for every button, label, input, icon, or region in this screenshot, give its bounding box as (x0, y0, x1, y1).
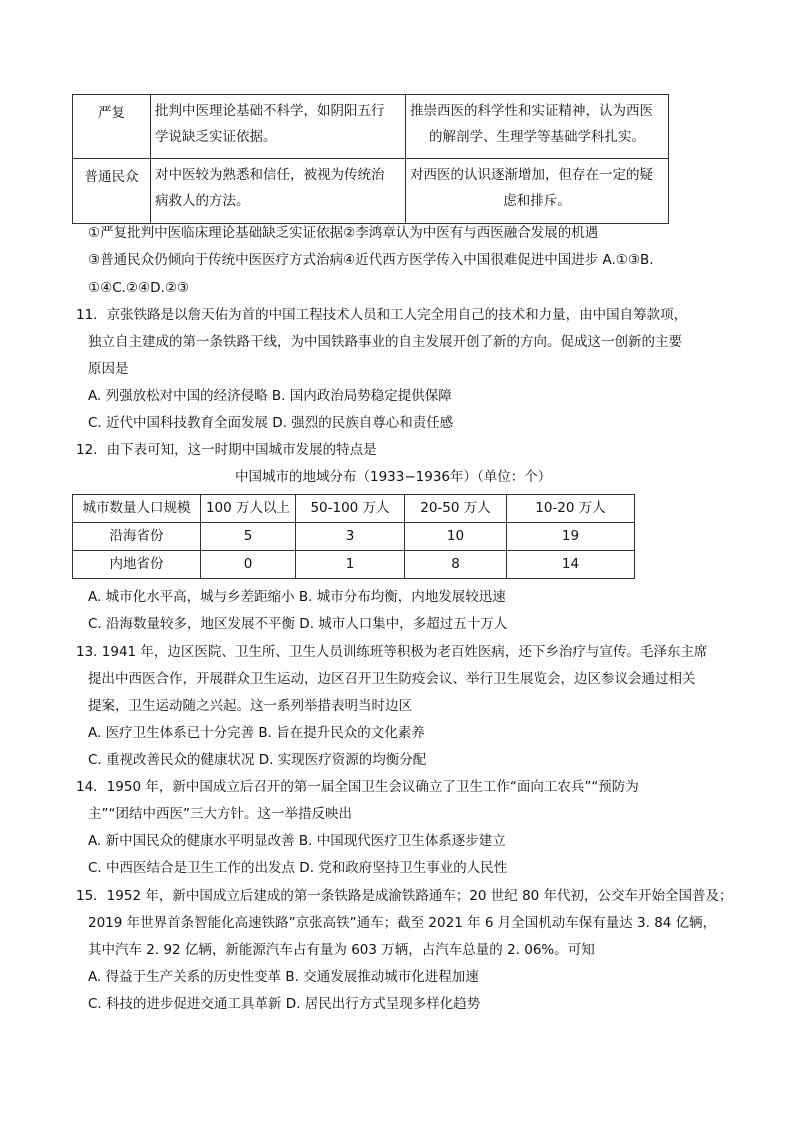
table-header-row (73, 495, 635, 523)
q12-table-title: 中国城市的地域分布（1933−1936年）（单位：个） (235, 469, 552, 485)
table-header-cell: 50-100 万人 (296, 495, 405, 523)
table-header-cell: 20-50 万人 (405, 495, 507, 523)
q11-stem-line2: 独立自主建成的第一条铁路干线，为中国铁路事业的自主发展开创了新的方向。促成这一创新的主要 (88, 334, 682, 350)
table-cell-western-medicine (406, 95, 669, 159)
cell-line: 对中医较为熟悉和信任，被视为传统治 (155, 167, 385, 183)
q15-stem-line2: 2019 年世界首条智能化高速铁路”京张高铁”通车；截至 2021 年 6 月全国机动车保有量达 3. 84 亿辆， (88, 915, 717, 931)
q11-option-line: A. 列强放松对中国的经济侵略 B. 国内政治局势稳定提供保障 (88, 388, 452, 404)
table-cell: 3 (296, 523, 405, 551)
cell-line: 病救人的方法。 (155, 193, 250, 209)
q11-option-line: C. 近代中国科技教育全面发展 D. 强烈的民族自尊心和责任感 (88, 415, 454, 431)
q12-option-line: C. 沿海数量较多，地区发展不平衡 D. 城市人口集中，多超过五十万人 (88, 616, 508, 632)
cell-line: 对西医的认识逐渐增加，但存在一定的疑 (410, 167, 653, 183)
q14-option-line: C. 中西医结合是卫生工作的出发点 D. 党和政府坚持卫生事业的人民性 (88, 860, 508, 876)
table-cell: 10 (405, 523, 507, 551)
table-row (73, 523, 635, 551)
table-cell: 内地省份 (73, 551, 201, 579)
table-cell-western-medicine (406, 159, 669, 224)
q14-stem-line2: 主”“团结中西医”三大方针。这一举措反映出 (88, 806, 352, 822)
q13-stem-line2: 提出中西医合作，开展群众卫生运动，边区召开卫生防疫会议、举行卫生展览会，边区参议会通过相关 (88, 671, 696, 687)
table-row (73, 551, 635, 579)
cell-line: 学说缺乏实证依据。 (155, 129, 277, 145)
q13-option-line: A. 医疗卫生体系已十分完善 B. 旨在提升民众的文化素养 (88, 725, 425, 741)
table-header-cell: 100 万人以上 (201, 495, 296, 523)
table-header-cell: 城市数量人口规模 (73, 495, 201, 523)
table-cell-name: 普通民众 (73, 159, 151, 224)
q14-stem-line1: 14．1950 年，新中国成立后召开的第一届全国卫生会议确立了卫生工作“面向工农兵”“预防为 (76, 779, 639, 795)
cell-line: 虑和排斥。 (503, 193, 571, 209)
table-cell-chinese-medicine (151, 95, 406, 159)
table-cell: 19 (507, 523, 635, 551)
cell-line: 的解剖学、生理学等基础学科扎实。 (429, 129, 645, 145)
q15-option-line: A. 得益于生产关系的历史性变革 B. 交通发展推动城市化进程加速 (88, 969, 479, 985)
q13-stem-line3: 提案，卫生运动随之兴起。这一系列举措表明当时边区 (88, 698, 412, 714)
table-cell: 8 (405, 551, 507, 579)
cell-line: 推崇西医的科学性和实证精神，认为西医 (410, 103, 653, 119)
q11-stem-line1: 11．京张铁路是以詹天佑为首的中国工程技术人员和工人完全用自己的技术和力量，由中国自筹款项， (76, 307, 688, 323)
q11-stem-line3: 原因是 (88, 361, 129, 377)
table-row (73, 95, 669, 159)
table-row (73, 159, 669, 224)
city-distribution-table (72, 494, 635, 579)
table-cell-name: 严复 (73, 95, 151, 159)
q10-options: ①④C.②④D.②③ (88, 280, 190, 296)
table-header-cell: 10-20 万人 (507, 495, 635, 523)
table-cell: 1 (296, 551, 405, 579)
q13-stem-line1: 13. 1941 年，边区医院、卫生所、卫生人员训练班等积极为老百姓医病，还下乡治疗与宣传。毛泽东主席 (76, 644, 708, 660)
q14-option-line: A. 新中国民众的健康水平明显改善 B. 中国现代医疗卫生体系逐步建立 (88, 833, 506, 849)
table-cell: 沿海省份 (73, 523, 201, 551)
q15-stem-line1: 15．1952 年，新中国成立后建成的第一条铁路是成渝铁路通车；20 世纪 80 年代初，公交车开始全国普及； (76, 888, 733, 904)
comparison-table (72, 94, 669, 224)
table-cell: 5 (201, 523, 296, 551)
table-cell: 0 (201, 551, 296, 579)
table-cell-chinese-medicine (151, 159, 406, 224)
q12-stem: 12．由下表可知，这一时期中国城市发展的特点是 (76, 442, 377, 458)
q10-statements-line1: ①严复批判中医临床理论基础缺乏实证依据②李鸿章认为中医有与西医融合发展的机遇 (88, 225, 599, 241)
q12-option-line: A. 城市化水平高，城与乡差距缩小 B. 城市分布均衡，内地发展较迅速 (88, 589, 506, 605)
cell-line: 批判中医理论基础不科学，如阴阳五行 (155, 103, 385, 119)
table-cell: 14 (507, 551, 635, 579)
q10-statements-line2: ③普通民众仍倾向于传统中医医疗方式治病④近代西方医学传入中国很难促进中国进步 A.①③B. (88, 252, 654, 268)
q15-option-line: C. 科技的进步促进交通工具革新 D. 居民出行方式呈现多样化趋势 (88, 996, 481, 1012)
q13-option-line: C. 重视改善民众的健康状况 D. 实现医疗资源的均衡分配 (88, 752, 427, 768)
q15-stem-line3: 其中汽车 2. 92 亿辆，新能源汽车占有量为 603 万辆，占汽车总量的 2. 06%。可知 (88, 942, 595, 958)
